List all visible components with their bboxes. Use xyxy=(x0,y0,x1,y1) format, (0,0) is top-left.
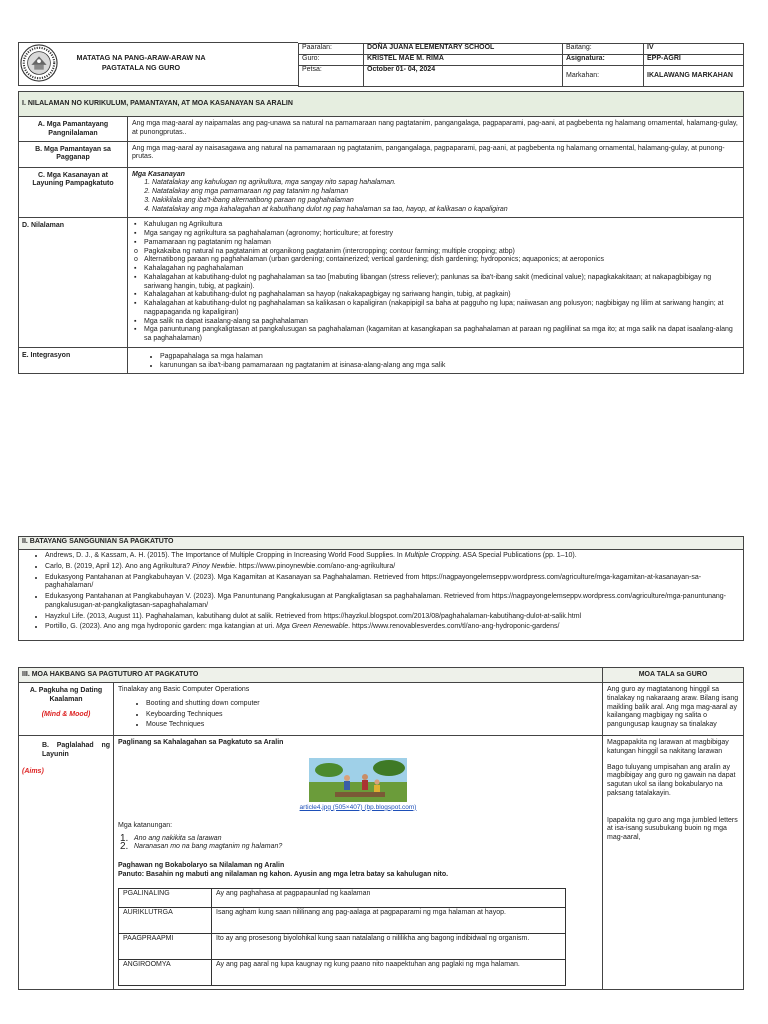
reference-item xyxy=(45,593,739,611)
jumbled-word: AURIKLUTRGA xyxy=(119,907,212,933)
label-aims: B. Paglalahad ng Layunin xyxy=(42,742,110,758)
integration-cell xyxy=(128,347,744,374)
reference-text: Andrews, D. J., & Kassam, A. H. (2015). The Importance of Multiple Cropping in Increasing World Food Supplies. In xyxy=(45,552,405,559)
content-item xyxy=(136,239,739,248)
integration-item: • karunungan sa iba't-ibang pamamaraan ng pagtatanim at isinasa-alang-alang ang mga salik xyxy=(160,362,739,371)
aims-note-1: Magpapakita ng larawan at magbibigay katungan hinggil sa nakitang larawan xyxy=(607,739,729,755)
label-prior-knowledge-cell xyxy=(19,683,114,736)
reference-item xyxy=(45,552,739,561)
content-standards-text: Ang mga mag-aaral ay naipamalas ang pag-unawa sa natural na pamamaraan nang pagtatanim, pangangalaga, pagpaparami, pag-aani, at pagbebenta ng halamang ornamental, halamang-gulay, at punongprutas.. xyxy=(128,117,744,142)
header-row xyxy=(299,44,744,55)
jumbled-word-row xyxy=(119,933,566,959)
bullet-icon: ▪ xyxy=(134,300,137,307)
aims-tag: (Aims) xyxy=(22,767,44,775)
word-definition: Ay ang paghahasa at pagpapaunlad ng kaalaman xyxy=(212,888,566,907)
competencies-list xyxy=(132,179,739,214)
reference-text: Portillo, G. (2023). Ano ang mga hydroponic garden: mga katangian at uri. xyxy=(45,623,277,631)
reference-text-tail: . ASA Special Publications (pp. 1–10). xyxy=(459,552,577,559)
value-subject: EPP-AGRI xyxy=(644,55,744,66)
label-content: D. Nilalaman xyxy=(19,218,128,348)
reference-item xyxy=(45,613,739,622)
vocab-instruction: Panuto: Basahin ng mabuti ang nilalaman ng kahon. Ayusin ang mga letra batay sa kahulugan nito. xyxy=(118,870,449,878)
teacher-notes-heading: MOA TALA sa GURO xyxy=(603,668,744,683)
performance-standards-text: Ang mga mag-aaral ay naisasagawa ang natural na pamamaraan ng pagtatanim, pangangalaga, pagpaparami, pag-aani, at pagbebenta ng halamang ornamental, halamang-gulay, at punong-prutas. xyxy=(128,141,744,167)
reference-item xyxy=(45,563,739,572)
section-2-heading: II. BATAYANG SANGGUNIAN SA PAGKATUTO xyxy=(19,537,744,550)
content-item-text: Kahalagahan at kabutihang-dulot ng paghahalaman sa hayop (nakakapagbigay ng sariwang hangin, tubig, at pagkain) xyxy=(144,291,511,299)
content-item-text: Mga panuntunang pangkaligtasan at pangkalusugan sa paghahalaman (kagamitan at kasangkapan sa paghahalaman at paraan ng paglilinat sa mga ito; at mga salik na dapat isaalang-alang sa paghahalaman) xyxy=(144,326,733,342)
value-quarter: IKALAWANG MARKAHAN xyxy=(644,66,744,87)
label-content-standards: A. Mga Pamantayang Pangnilalaman xyxy=(19,117,128,142)
aims-note-2: Bago tuluyang umpisahan ang aralin ay magbibigay ang guro ng gawain na dapat sagutan ukol sa ilang bokabularyo na paksang tatalakayin. xyxy=(607,763,736,797)
label-teacher: Guro: xyxy=(299,55,364,66)
content-item-text: Mga salik na dapat isaalang-alang sa paghahalaman xyxy=(144,317,308,325)
reference-item xyxy=(45,623,739,632)
content-item xyxy=(136,248,739,257)
computer-op-item: • Keyboarding Techniques xyxy=(146,711,598,720)
competencies-cell xyxy=(128,167,744,218)
label-performance-standards: B. Mga Pamantayan sa Pagganap xyxy=(19,141,128,167)
label-integration: E. Integrasyon xyxy=(19,347,128,374)
aims-cell xyxy=(114,736,603,990)
bullet-icon: ▪ xyxy=(134,317,137,325)
label-quarter: Markahan: xyxy=(563,66,644,87)
label-grade: Baitang: xyxy=(563,44,644,55)
content-item-text: Alternatibong paraan ng paghahalaman (urban gardening; containerized; vertical gardening; dish gardening; hydroponics; aquaponics; at aeroponics xyxy=(144,256,604,264)
content-cell xyxy=(128,218,744,348)
bullet-icon: ▪ xyxy=(134,291,137,299)
bullet-icon: ▪ xyxy=(134,221,137,229)
header-info-table xyxy=(298,43,744,87)
question-text: Ano ang nakikita sa larawan xyxy=(134,834,222,842)
competency-item: 4. Natatalakay ang mga kahalagahan at kabutihang dulot ng pag hahalaman sa tao, hayop, at kalikasan o kapaligiran xyxy=(152,206,739,215)
reference-text: Carlo, B. (2019, April 12). Ano ang Agrikultura? xyxy=(45,562,193,570)
jumbled-word-row xyxy=(119,959,566,985)
label-aims-cell xyxy=(19,736,114,990)
gardening-children-image xyxy=(309,758,407,802)
header-row xyxy=(299,66,744,87)
content-item xyxy=(136,230,739,239)
references-list xyxy=(23,552,739,632)
content-item xyxy=(136,291,739,300)
questions-intro: Mga katanungan: xyxy=(118,821,173,829)
competencies-title: Mga Kasanayan xyxy=(132,170,185,178)
content-item xyxy=(136,318,739,327)
reference-text: Edukasyong Pantahanan at Pangkabuhayan V. (2023). Mga Kagamitan at Kasanayan sa Paghahalaman. Retrieved from https://nagpayongelemseppv.wordpress.com/agriculture/mga-kagamitan-at-kasanayan-sa-paghahalaman/ xyxy=(45,573,702,590)
content-item-text: Kahalagahan at kabutihang-dulot ng paghahalaman sa tao [mabuting libangan (stress reliever); panlunas sa iba't-ibang sakit (medicinal value); napagkakakitaan; at nakapagbibigay ng sariwang hangin, tubig, at pagkain). xyxy=(144,273,712,290)
content-item xyxy=(136,326,739,344)
word-definition: Ito ay ang prosesong biyolohikal kung saan natalalang o nililikha ang bagong indibidwal ng organism. xyxy=(212,933,566,959)
word-definition: Isang agham kung saan nililinang ang pag-aalaga at pagpaparami ng mga halaman at hayop. xyxy=(212,907,566,933)
value-teacher: KRISTEL MAE M. RIMA xyxy=(364,55,563,66)
prior-knowledge-note: Ang guro ay magtatanong hinggil sa tinalakay ng nakaraang araw. Bilang isang maikling balik aral. Ang mga mag-aaral ay kailangang magbigay ng salita o pangungusap kaugnay sa tinalakay xyxy=(603,683,744,736)
content-item-text: Pamamaraan ng pagtatanim ng halaman xyxy=(144,238,271,246)
integration-list xyxy=(132,353,739,371)
bullet-icon: ▪ xyxy=(134,230,137,237)
jumbled-word: PAAGPRAAPMI xyxy=(119,933,212,959)
section-references-table xyxy=(18,536,744,641)
aims-heading: Paglinang sa Kahalagahan sa Pagkatuto sa Aralin xyxy=(118,739,284,746)
reference-text-tail: . https://www.pinoynewbie.com/ano-ang-agrikultura/ xyxy=(234,562,396,570)
bullet-icon: ▪ xyxy=(134,238,137,246)
image-caption-link[interactable]: article4.jpg (505×407) (bp.blogspot.com) xyxy=(299,803,417,811)
section-1-heading: I. NILALAMAN NO KURIKULUM, PAMANTAYAN, AT MOA KASANAYAN SA ARALIN xyxy=(19,92,744,117)
mind-mood-tag: (Mind & Mood) xyxy=(41,710,91,718)
prior-knowledge-intro: Tinalakay ang Basic Computer Operations xyxy=(118,686,250,693)
section-procedures-table xyxy=(18,667,744,990)
label-date: Petsa: xyxy=(299,66,364,87)
header-frame xyxy=(18,42,298,86)
value-date: October 01- 04, 2024 xyxy=(364,66,563,87)
bullet-icon: o xyxy=(134,247,138,255)
content-item xyxy=(136,221,739,230)
content-item-text: Kahalagahan at kabutihang-dulot ng paghahalaman sa kalikasan o kapaligiran (nakapipigil sa baha at pagguho ng lupa; naiiwasan ang polusyon; nagbibigay ng lilim at sariwang hangin; at nagpapaganda ng kapaligiran) xyxy=(144,300,724,316)
value-school: DOÑA JUANA ELEMENTARY SCHOOL xyxy=(364,44,563,55)
content-item-text: Kahalagahan ng paghahalaman xyxy=(144,265,244,272)
references-cell xyxy=(19,550,744,641)
computer-ops-list xyxy=(118,700,598,730)
reference-text: Hayzkul Life. (2013, August 11). Paghahalaman, kabutihang dulot at salik. Retrieved from https://hayzkul.blogspot.com/2013/08/paghahalaman-kabutihang-dulot-at-salik.html xyxy=(45,612,582,620)
computer-op-item: • Booting and shutting down computer xyxy=(146,700,598,709)
prior-knowledge-cell xyxy=(114,683,603,736)
vocab-heading: Paghawan ng Bokabolaryo sa Nilalaman ng Aralin xyxy=(118,862,285,870)
content-item-text: Kahulugan ng Agrikultura xyxy=(144,221,223,229)
content-item-text: Pagkakaiba ng natural na pagtatanim at organikong pagtatanim (intercropping; contour farming; multiple cropping; atbp) xyxy=(144,247,515,255)
value-grade: IV xyxy=(644,44,744,55)
jumbled-word: ANGIROOMYA xyxy=(119,959,212,985)
jumbled-word-row xyxy=(119,907,566,933)
question-number: 1. xyxy=(120,832,129,844)
label-school: Paaralan: xyxy=(299,44,364,55)
content-list xyxy=(132,221,739,344)
jumbled-word: PGALINALING xyxy=(119,888,212,907)
header-row xyxy=(299,55,744,66)
question-text: Naranasan mo na bang magtanim ng halaman? xyxy=(134,843,283,851)
section-3-heading: III. MOA HAKBANG SA PAGTUTURO AT PAGKATUTO xyxy=(19,668,603,683)
question-item xyxy=(120,841,598,853)
bullet-icon: ▪ xyxy=(134,326,137,334)
bullet-icon: o xyxy=(134,256,138,264)
content-item-text: Mga sangay ng agrikultura sa paghahalaman (agronomy; horticulture; at forestry xyxy=(144,230,394,237)
section-curriculum-table xyxy=(18,91,744,374)
title-line-2: PAGTATALA NG GURO xyxy=(101,62,181,72)
word-definition: Ay ang pag aaral ng lupa kaugnay ng kung paano nito naapektuhan ang paglaki ng mga halaman. xyxy=(212,959,566,985)
integration-item: • Pagpapahalaga sa mga halaman xyxy=(160,353,739,362)
jumbled-words-table xyxy=(118,888,566,986)
label-competencies: C. Mga Kasanayan at Layuning Pampagkatuto xyxy=(19,167,128,218)
reference-source: Multiple Cropping xyxy=(404,552,460,559)
reference-text: Edukasyong Pantahanan at Pangkabuhayan V. (2023). Mga Panuntunang Pangkalusugan at Pangkaligtasan sa paghahalaman. Retrieved from https://nagpayongelemseppv.wordpress.com/agriculture/mga-panuntunang-pangkalusugan-at-pangkaligtasan-sapaghahalaman/ xyxy=(45,593,727,609)
bullet-icon: ▪ xyxy=(134,273,137,281)
aims-note-3: Ipapakita ng guro ang mga jumbled letters at isa-isang susubukang buoin ng mga mag-aaral, xyxy=(607,816,738,841)
question-item xyxy=(120,832,598,844)
computer-op-item: • Mouse Techniques xyxy=(146,721,598,730)
competency-item: 2. Natatalakay ang mga pamamaraan ng pag tatanim ng halaman xyxy=(152,188,739,197)
label-prior-knowledge: A. Pagkuha ng Dating Kaalaman xyxy=(29,687,103,703)
jumbled-word-row xyxy=(119,888,566,907)
content-item xyxy=(136,274,739,292)
content-item xyxy=(136,256,739,265)
reference-source: Mga Green Renewable xyxy=(276,623,349,631)
competency-item: 3. Nakikilala ang iba't-ibang alternatibong paraan ng paghahalaman xyxy=(152,197,739,206)
competency-item: 1. Natatalakay ang kahulugan ng agrikultura, mga sangay nito sapag hahalaman. xyxy=(152,179,739,188)
reference-text-tail: . https://www.renovablesverdes.com/tl/ano-ang-hydroponic-gardens/ xyxy=(348,623,560,631)
reference-source: Pinoy Newbie xyxy=(192,562,235,570)
question-number: 2. xyxy=(120,841,129,853)
reference-item xyxy=(45,574,739,592)
title-line-1: MATATAG NA PANG-ARAW-ARAW NA xyxy=(76,53,206,62)
aims-notes-cell xyxy=(603,736,744,990)
label-subject: Asignatura: xyxy=(563,55,644,66)
content-item xyxy=(136,265,739,274)
bullet-icon: ▪ xyxy=(134,265,137,272)
questions-list xyxy=(118,832,598,853)
content-item xyxy=(136,300,739,318)
